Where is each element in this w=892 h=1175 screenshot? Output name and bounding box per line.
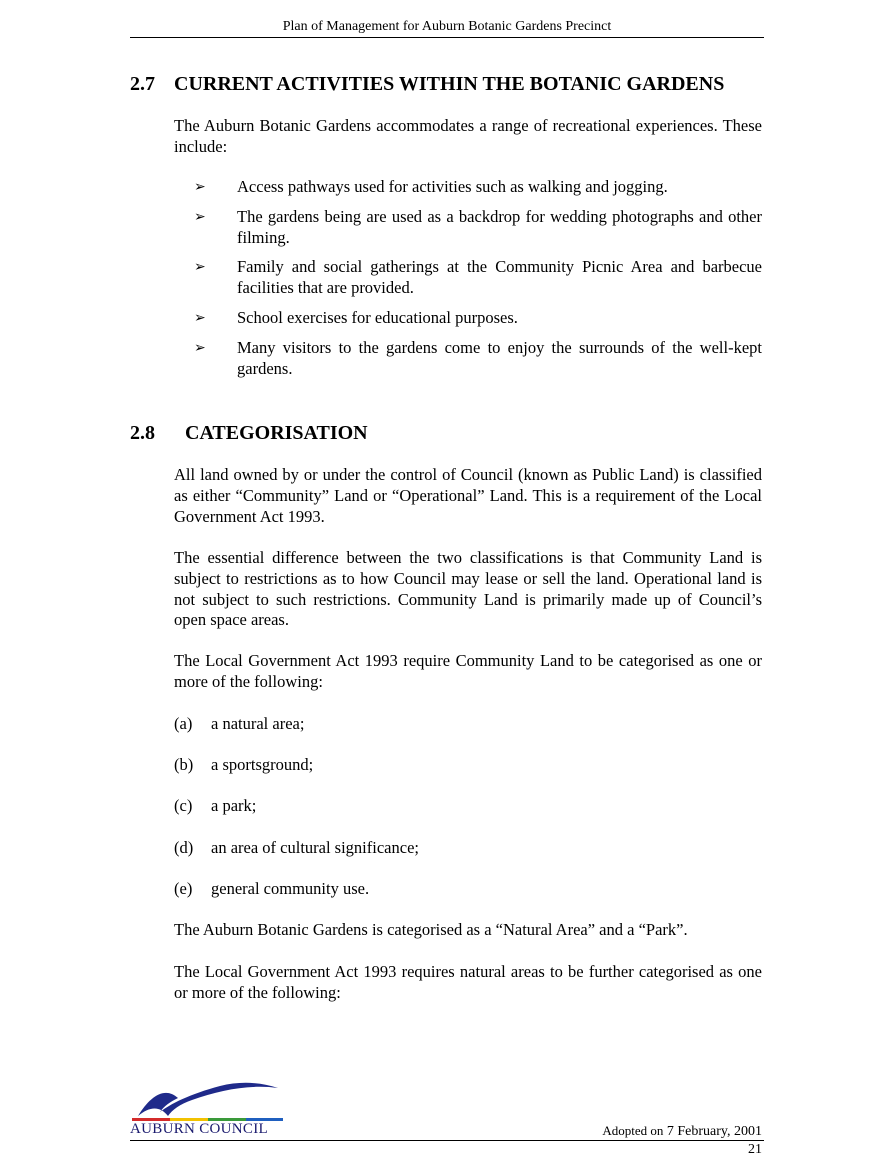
section-title: CATEGORISATION bbox=[185, 422, 368, 444]
list-item-text: Family and social gatherings at the Community Picnic Area and barbecue facilities that are provided. bbox=[237, 257, 762, 298]
list-item-text: School exercises for educational purposes. bbox=[237, 307, 518, 327]
category-item bbox=[174, 838, 419, 858]
adopted-prefix: Adopted on bbox=[602, 1123, 664, 1138]
arrow-bullet-icon: ➢ bbox=[194, 179, 206, 195]
paragraph: The Auburn Botanic Gardens is categorised as a “Natural Area” and a “Park”. bbox=[174, 920, 688, 939]
section-number: 2.7 bbox=[130, 73, 155, 95]
paragraph: The essential difference between the two classifications is that Community Land is subject to restrictions as to how Council may lease or sell the land. Operational land is not subject to such restrictions. Community Land is primarily made up of Council’s open space areas. bbox=[174, 548, 762, 630]
paragraph: The Local Government Act 1993 requires natural areas to be further categorised as one or more of the following: bbox=[174, 962, 762, 1002]
list-item-text: Many visitors to the gardens come to enjoy the surrounds of the well-kept gardens. bbox=[237, 337, 762, 378]
category-text: a natural area; bbox=[211, 714, 305, 733]
list-item-text: The gardens being are used as a backdrop for wedding photographs and other filming. bbox=[237, 206, 762, 247]
category-text: general community use. bbox=[211, 879, 370, 898]
list-item bbox=[174, 308, 762, 329]
paragraph: All land owned by or under the control of Council (known as Public Land) is classified as either “Community” Land or “Operational” Land. This is a requirement of the Local Government Act 1993. bbox=[174, 465, 762, 526]
category-item bbox=[174, 714, 304, 734]
list-item bbox=[174, 207, 762, 249]
council-name: AUBURN COUNCIL bbox=[130, 1121, 268, 1137]
section-heading-2-7 bbox=[130, 72, 724, 96]
running-header: Plan of Management for Auburn Botanic Gardens Precinct bbox=[282, 19, 612, 34]
section-number: 2.8 bbox=[130, 422, 155, 444]
category-label: (c) bbox=[174, 796, 193, 815]
paragraph: The Local Government Act 1993 require Community Land to be categorised as one or more of the following: bbox=[174, 651, 762, 691]
adoption-date bbox=[602, 1122, 762, 1141]
category-text: a sportsground; bbox=[211, 755, 314, 774]
category-label: (e) bbox=[174, 879, 193, 898]
category-label: (d) bbox=[174, 838, 194, 857]
header-rule bbox=[130, 37, 764, 38]
section-2-7-intro: The Auburn Botanic Gardens accommodates a range of recreational experiences. These include: bbox=[174, 116, 762, 156]
section-title: CURRENT ACTIVITIES WITHIN THE BOTANIC GARDENS bbox=[174, 73, 725, 95]
category-label: (b) bbox=[174, 755, 194, 774]
category-item bbox=[174, 796, 256, 816]
list-item bbox=[174, 177, 762, 198]
list-item-text: Access pathways used for activities such as walking and jogging. bbox=[237, 177, 668, 196]
category-item bbox=[174, 755, 313, 775]
arrow-bullet-icon: ➢ bbox=[194, 309, 206, 326]
list-item bbox=[174, 338, 762, 380]
arrow-bullet-icon: ➢ bbox=[194, 259, 206, 276]
list-item bbox=[174, 257, 762, 299]
adopted-date: 7 February, 2001 bbox=[666, 1124, 762, 1139]
arrow-bullet-icon: ➢ bbox=[194, 208, 206, 225]
category-item bbox=[174, 879, 369, 899]
category-text: an area of cultural significance; bbox=[211, 838, 419, 857]
category-label: (a) bbox=[174, 714, 193, 733]
logo-swoosh bbox=[138, 1083, 278, 1116]
section-heading-2-8 bbox=[130, 421, 368, 445]
arrow-bullet-icon: ➢ bbox=[194, 339, 206, 356]
page-number: 21 bbox=[748, 1142, 762, 1157]
category-text: a park; bbox=[211, 796, 257, 815]
activities-list bbox=[174, 177, 762, 388]
